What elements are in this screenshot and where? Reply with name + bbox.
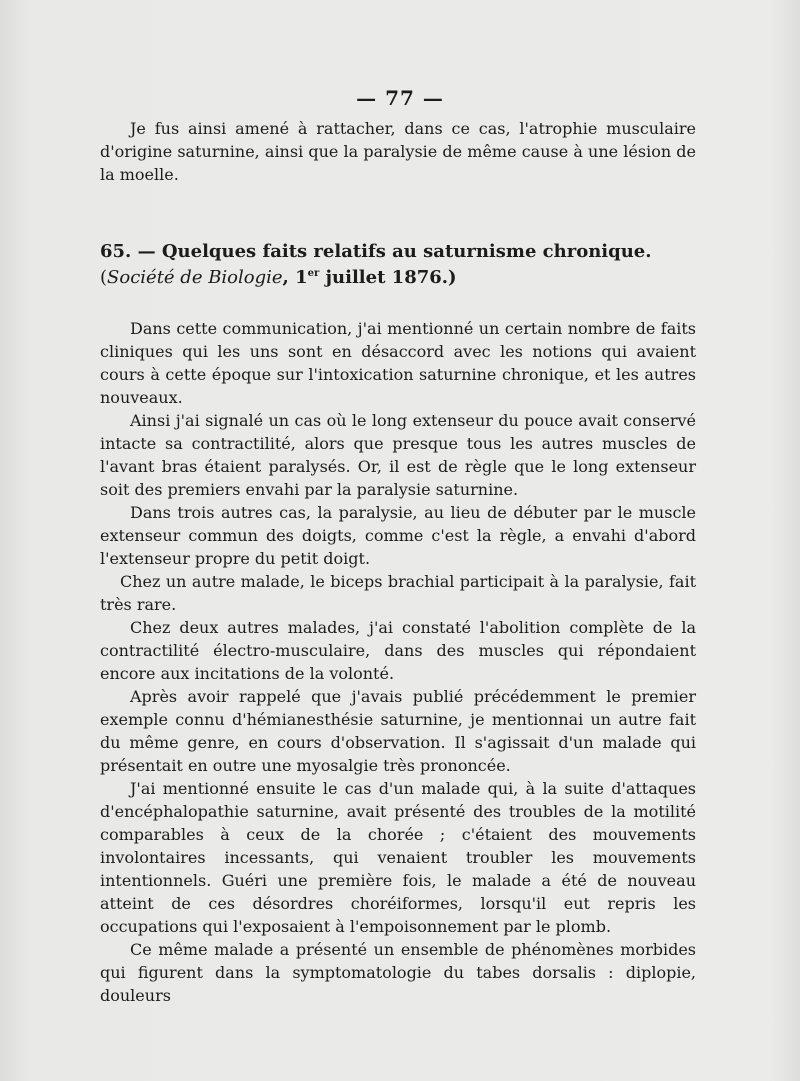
body-paragraph-1: Dans cette communication, j'ai mentionné un certain nombre de faits cliniques qui les uns sont en désaccord avec les notions qui avaient cours à cette époque sur l'intoxication saturnine chronique, et les autres nouveaux. [100, 319, 696, 407]
body-paragraph-8: Ce même malade a présenté un ensemble de phénomènes morbides qui figurent dans la symptomatologie du tabes dorsalis : diplopie, douleurs [100, 940, 696, 1005]
source-date-sup: er [307, 268, 320, 279]
body-paragraph-3: Dans trois autres cas, la paralysie, au lieu de débuter par le muscle extenseur commun des doigts, comme c'est la règle, a envahi d'abord l'extenseur propre du petit doigt. [100, 503, 696, 568]
source-date-rest: juillet 1876.) [319, 267, 457, 288]
source-name: Société de Biologie [107, 267, 283, 288]
body-paragraph-6: Après avoir rappelé que j'avais publié précédemment le premier exemple connu d'hémianesthésie saturnine, je mentionnai un autre fait du même genre, en cours d'observation. Il s'agissait d'un malade qui présentait en outre une myosalgie très prononcée. [100, 687, 696, 775]
source-open-paren: ( [100, 267, 108, 288]
body-paragraph-7: J'ai mentionné ensuite le cas d'un malade qui, à la suite d'attaques d'encéphalopathie saturnine, avait présenté des troubles de la motilité comparables à ceux de la chorée ; c'étaient des mouvements involontaires incessants, qui venaient troubler les mouvements intentionnels. Guéri une première fois, le malade a été de nouveau atteint de ces désordres choréiformes, lorsqu'il eut repris les occupations qui l'exposaient à l'empoisonnement par le plomb. [100, 779, 696, 936]
body-paragraph-2: Ainsi j'ai signalé un cas où le long extenseur du pouce avait conservé intacte sa contractilité, alors que presque tous les autres muscles de l'avant bras étaient paralysés. Or, il est de règle que le long extenseur soit des premiers envahi par la paralysie saturnine. [100, 411, 696, 499]
page-number: — 77 — [356, 86, 444, 110]
body-paragraph-4: Chez un autre malade, le biceps brachial participait à la paralysie, fait très rare. [100, 572, 696, 614]
intro-block [100, 117, 696, 186]
body-block [100, 317, 696, 1007]
section-title: Quelques faits relatifs au saturnisme chronique. [161, 241, 652, 262]
section-heading [100, 239, 696, 291]
body-paragraph-5: Chez deux autres malades, j'ai constaté l'abolition complète de la contractilité électro-musculaire, dans des muscles qui répondaient encore aux incitations de la volonté. [100, 618, 696, 683]
source-date-prefix: , 1 [282, 267, 308, 288]
section-number: 65. — [100, 241, 156, 262]
intro-paragraph: Je fus ainsi amené à rattacher, dans ce cas, l'atrophie musculaire d'origine saturnine, ainsi que la paralysie de même cause à une lésion de la moelle. [100, 119, 696, 184]
